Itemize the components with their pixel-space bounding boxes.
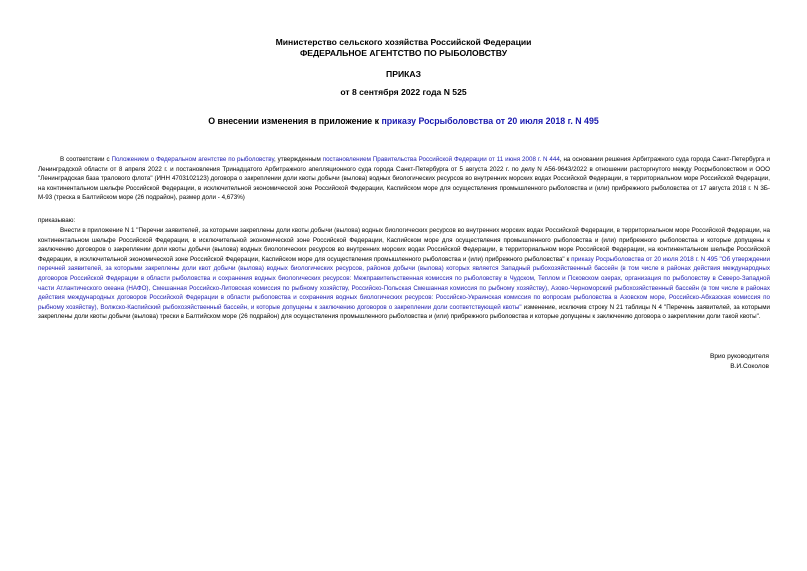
order-text: изменение, исключив строку N 21 таблицы N 4 "Перечень заявителей, за которыми закреплены доли квоты добычи (вылова) трески в Балтийском море (26 подрайон) для осуществления промышленного рыболовства и (или) прибрежного рыболовства и которые допущены к заключению договора о закреплении доли такой квоты". bbox=[38, 303, 770, 321]
document-title bbox=[0, 116, 807, 126]
government-decree-link[interactable]: постановлением Правительства Российской Федерации от 11 июня 2008 г. N 444 bbox=[322, 156, 560, 163]
agency-name: ФЕДЕРАЛЬНОЕ АГЕНТСТВО ПО РЫБОЛОВСТВУ bbox=[299, 48, 508, 58]
ministry-name: Министерство сельского хозяйства Российской Федерации bbox=[275, 37, 532, 47]
title-text: О внесении изменения в приложение к bbox=[208, 116, 382, 126]
preamble-paragraph bbox=[38, 155, 770, 203]
signatory-name: В.И.Соколов bbox=[730, 363, 769, 370]
signature-block bbox=[710, 352, 769, 372]
document-date-number: от 8 сентября 2022 года N 525 bbox=[340, 87, 467, 97]
preamble-text: , утвержденным bbox=[273, 156, 323, 163]
regulation-link[interactable]: Положением о Федеральном агентстве по рыболовству bbox=[111, 156, 274, 163]
order-paragraph bbox=[38, 226, 770, 322]
title-order-link[interactable]: приказу Росрыболовства от 20 июля 2018 г. N 495 bbox=[381, 116, 599, 126]
signatory-position: Врио руководителя bbox=[709, 353, 769, 360]
amended-order-link[interactable]: приказу Росрыболовства от 20 июля 2018 г. N 495 "Об утверждении перечней заявителей, за которыми закреплены доли квот добычи (вылова) водных биологических ресурсов, районов добычи (вылова) которых является Западный рыбохозяйственный бассейн (в том числе в районах действия международных договоров Российской Федерации в области рыболовства и сохранения водных биологических ресурсов: Межправительственная комиссия по рыболовству в Чудском, Теплом и Псковском озерах, организация по рыболовству в Северо-Западной части Атлантического океана (НАФО), Смешанная Российско-Литовская комиссия по рыбному хозяйству, Российско-Польская Смешанная комиссия по рыбному хозяйству), Азово-Черноморский рыбохозяйственный бассейн (в том числе в районах действия международных договоров Российской Федерации в области рыболовства и сохранения водных биологических ресурсов: Российско-Украинская комиссия по вопросам рыболовства в Азовском море, Российско-Абхазская комиссия по рыбному хозяйству), Волжско-Каспийский рыбохозяйственный бассейн, и которые допущены к заключению договоров о закреплении доли соответствующей квоты" bbox=[38, 255, 770, 311]
preamble-text: В соответствии с bbox=[60, 156, 112, 163]
order-text: Внести в приложение N 1 "Перечни заявителей, за которыми закреплены доли квоты добычи (вылова) водных биологических ресурсов во внутренних морских водах Российской Федерации, в территориальном море Российской Федерации, на континентальном шельфе Российской Федерации, в исключительной экономической зоне Российской Федерации, Каспийском море для осуществления промышленного рыболовства и (или) прибрежного рыболовства и которые допущены к заключению договоров о закреплении доли квоты добычи (вылова) водных биологических ресурсов во внутренних морских водах Российской Федерации, в территориальном море Российской Федерации, на континентальном шельфе Российской Федерации, в исключительной экономической зоне Российской Федерации, Каспийском море для осуществления промышленного рыболовства и (или) прибрежного рыболовства" к bbox=[38, 227, 770, 263]
document-type: ПРИКАЗ bbox=[386, 69, 421, 79]
preamble-text: , на основании решения Арбитражного суда города Санкт-Петербурга и Ленинградской области от 8 апреля 2022 г. и постановления Тринадцатого Арбитражного апелляционного суда города Санкт-Петербурга от 5 августа 2022 г. по делу N А56-9643/2022 в отношении расторгнутого между Росрыболовством и ООО "Ленинградская база тралового флота" (ИНН 4703102123) договора о закреплении доли квоты добычи (вылова) водных биологических ресурсов во внутренних морских водах Российской Федерации, в территориальном море Российской Федерации, на континентальном шельфе Российской Федерации, в исключительной экономической зоне Российской Федерации, Каспийском море для осуществления промышленного рыболовства и (или) прибрежного рыболовства от 17 августа 2018 г. N 3Б-М-93 (треска в Балтийском море (26 подрайон), размер доли - 4,673%) bbox=[38, 156, 770, 202]
order-word: приказываю: bbox=[38, 217, 76, 224]
